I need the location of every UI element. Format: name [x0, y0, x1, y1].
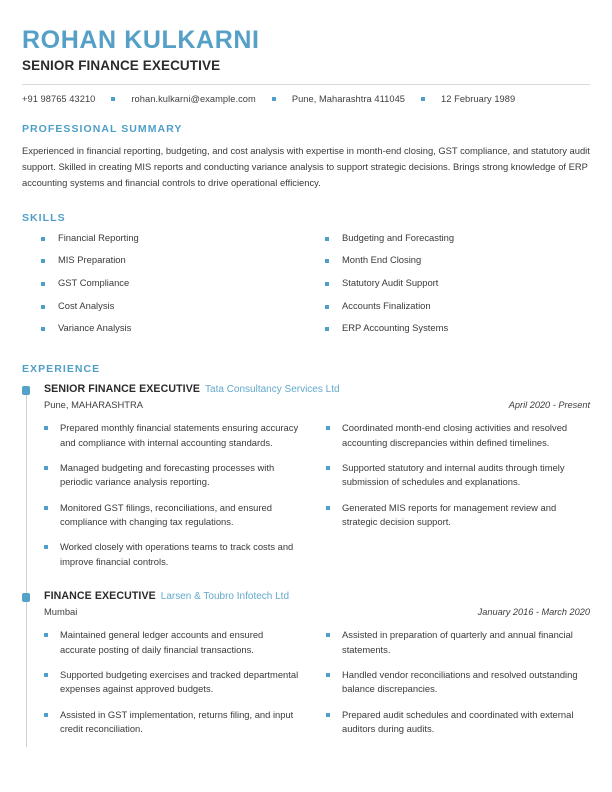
square-bullet-icon	[326, 713, 330, 717]
contact-separator-icon	[421, 97, 425, 101]
square-bullet-icon	[326, 633, 330, 637]
list-item	[44, 421, 299, 450]
list-item	[44, 501, 299, 530]
list-item	[326, 501, 590, 530]
skill-label: Cost Analysis	[58, 299, 115, 311]
square-bullet-icon	[44, 633, 48, 637]
bullet-text: Prepared monthly financial statements ensuring accuracy and compliance with internal accounting standards.	[60, 422, 299, 448]
experience-bullets-left	[44, 628, 317, 747]
square-bullet-icon	[44, 466, 48, 470]
square-bullet-icon	[44, 426, 48, 430]
square-bullet-icon	[44, 673, 48, 677]
skill-label: Financial Reporting	[58, 231, 139, 243]
candidate-name: ROHAN KULKARNI	[22, 26, 260, 54]
skill-label: ERP Accounting Systems	[342, 322, 449, 334]
contact-birthdate: 12 February 1989	[441, 94, 516, 104]
square-bullet-icon	[325, 259, 329, 263]
square-bullet-icon	[41, 259, 45, 263]
skills-column-left	[22, 232, 306, 345]
bullet-text: Supported statutory and internal audits through timely submission of schedules and explanations.	[342, 462, 565, 488]
skill-label: Statutory Audit Support	[342, 276, 439, 288]
experience-bullets-grid	[44, 628, 590, 747]
square-bullet-icon	[325, 305, 329, 309]
experience-bullets-right	[317, 628, 590, 747]
skills-section	[22, 212, 590, 345]
section-heading-skills: SKILLS	[22, 211, 66, 224]
square-bullet-icon	[41, 327, 45, 331]
professional-summary-section	[22, 123, 590, 192]
experience-dates: April 2020 - Present	[508, 400, 590, 411]
bullet-text: Coordinated month-end closing activities and resolved accounting discrepancies within defined timelines.	[342, 422, 568, 448]
list-item	[326, 708, 590, 737]
list-item	[326, 461, 590, 490]
experience-title-row	[44, 383, 590, 397]
bullet-text: Prepared audit schedules and coordinated with external auditors during audits.	[342, 708, 574, 734]
skill-label: Budgeting and Forecasting	[342, 231, 455, 243]
bullet-text: Generated MIS reports for management review and strategic decision support.	[342, 501, 557, 527]
contact-location: Pune, Maharashtra 411045	[291, 94, 406, 104]
list-item	[41, 232, 306, 245]
skills-grid	[22, 232, 590, 345]
experience-bullets-left	[44, 421, 317, 579]
list-item	[41, 277, 306, 290]
bullet-text: Managed budgeting and forecasting processes with periodic variance analysis reporting.	[60, 462, 275, 488]
list-item	[325, 232, 590, 245]
experience-role: SENIOR FINANCE EXECUTIVE	[44, 382, 201, 395]
square-bullet-icon	[326, 466, 330, 470]
bullet-text: Monitored GST filings, reconciliations, and ensured compliance with changing tax regulations.	[60, 501, 272, 527]
skill-label: Accounts Finalization	[342, 299, 431, 311]
list-item	[44, 461, 299, 490]
section-heading-experience: EXPERIENCE	[22, 362, 101, 375]
section-heading-summary: PROFESSIONAL SUMMARY	[22, 123, 183, 135]
skill-label: Month End Closing	[342, 254, 422, 266]
list-item	[326, 628, 590, 657]
experience-company: Tata Consultancy Services Ltd	[205, 383, 340, 395]
experience-timeline	[22, 383, 590, 747]
experience-location: Mumbai	[44, 606, 78, 618]
square-bullet-icon	[44, 506, 48, 510]
experience-role: FINANCE EXECUTIVE	[44, 589, 156, 602]
experience-location: Pune, MAHARASHTRA	[44, 399, 143, 411]
candidate-headline: SENIOR FINANCE EXECUTIVE	[22, 58, 221, 73]
list-item	[44, 540, 299, 569]
square-bullet-icon	[325, 237, 329, 241]
header-divider	[22, 84, 590, 85]
list-item	[325, 300, 590, 313]
square-bullet-icon	[325, 282, 329, 286]
list-item	[41, 254, 306, 267]
contact-phone: +91 98765 43210	[22, 94, 96, 104]
contact-bar	[22, 94, 590, 104]
contact-separator-icon	[111, 97, 115, 101]
list-item	[41, 322, 306, 335]
list-item	[44, 628, 299, 657]
skills-column-right	[306, 232, 590, 345]
square-bullet-icon	[44, 545, 48, 549]
list-item	[325, 254, 590, 267]
experience-meta-row	[44, 399, 590, 410]
skill-label: MIS Preparation	[58, 254, 126, 266]
list-item	[326, 421, 590, 450]
list-item	[44, 668, 299, 697]
square-bullet-icon	[325, 327, 329, 331]
list-item	[325, 322, 590, 335]
timeline-rail	[26, 392, 27, 747]
timeline-marker-icon	[22, 386, 30, 395]
experience-bullets-grid	[44, 421, 590, 579]
experience-meta-row	[44, 606, 590, 617]
summary-paragraph: Experienced in financial reporting, budgeting, and cost analysis with expertise in month-end closing, GST compliance, and statutory audit support. Skilled in creating MIS reports and conducting variance analysis to support strategic decisions. Brings strong knowledge of ERP accounting systems and financial controls to drive operational efficiency.	[22, 145, 590, 189]
skill-label: GST Compliance	[58, 276, 130, 288]
square-bullet-icon	[41, 282, 45, 286]
experience-entry	[44, 590, 590, 747]
experience-title-row	[44, 590, 590, 604]
resume-header	[22, 26, 590, 104]
contact-email[interactable]: rohan.kulkarni@example.com	[131, 94, 256, 104]
bullet-text: Worked closely with operations teams to track costs and improve financial controls.	[60, 541, 294, 567]
square-bullet-icon	[326, 673, 330, 677]
list-item	[41, 300, 306, 313]
square-bullet-icon	[326, 506, 330, 510]
experience-bullets-right	[317, 421, 590, 579]
list-item	[326, 668, 590, 697]
square-bullet-icon	[41, 237, 45, 241]
experience-company: Larsen & Toubro Infotech Ltd	[160, 590, 290, 602]
bullet-text: Maintained general ledger accounts and ensured accurate posting of daily financial transactions.	[60, 629, 264, 655]
list-item	[44, 708, 299, 737]
bullet-text: Handled vendor reconciliations and resolved outstanding balance discrepancies.	[342, 668, 578, 695]
list-item	[325, 277, 590, 290]
bullet-text: Assisted in GST implementation, returns filing, and input credit reconciliation.	[60, 708, 294, 734]
contact-separator-icon	[272, 97, 276, 101]
experience-section	[22, 363, 590, 747]
experience-dates: January 2016 - March 2020	[477, 607, 590, 618]
bullet-text: Assisted in preparation of quarterly and annual financial statements.	[342, 629, 573, 655]
skill-label: Variance Analysis	[58, 322, 132, 334]
bullet-text: Supported budgeting exercises and tracked departmental expenses against approved budgets.	[60, 668, 299, 695]
timeline-marker-icon	[22, 593, 30, 602]
square-bullet-icon	[41, 305, 45, 309]
square-bullet-icon	[326, 426, 330, 430]
experience-entry	[44, 383, 590, 580]
square-bullet-icon	[44, 713, 48, 717]
